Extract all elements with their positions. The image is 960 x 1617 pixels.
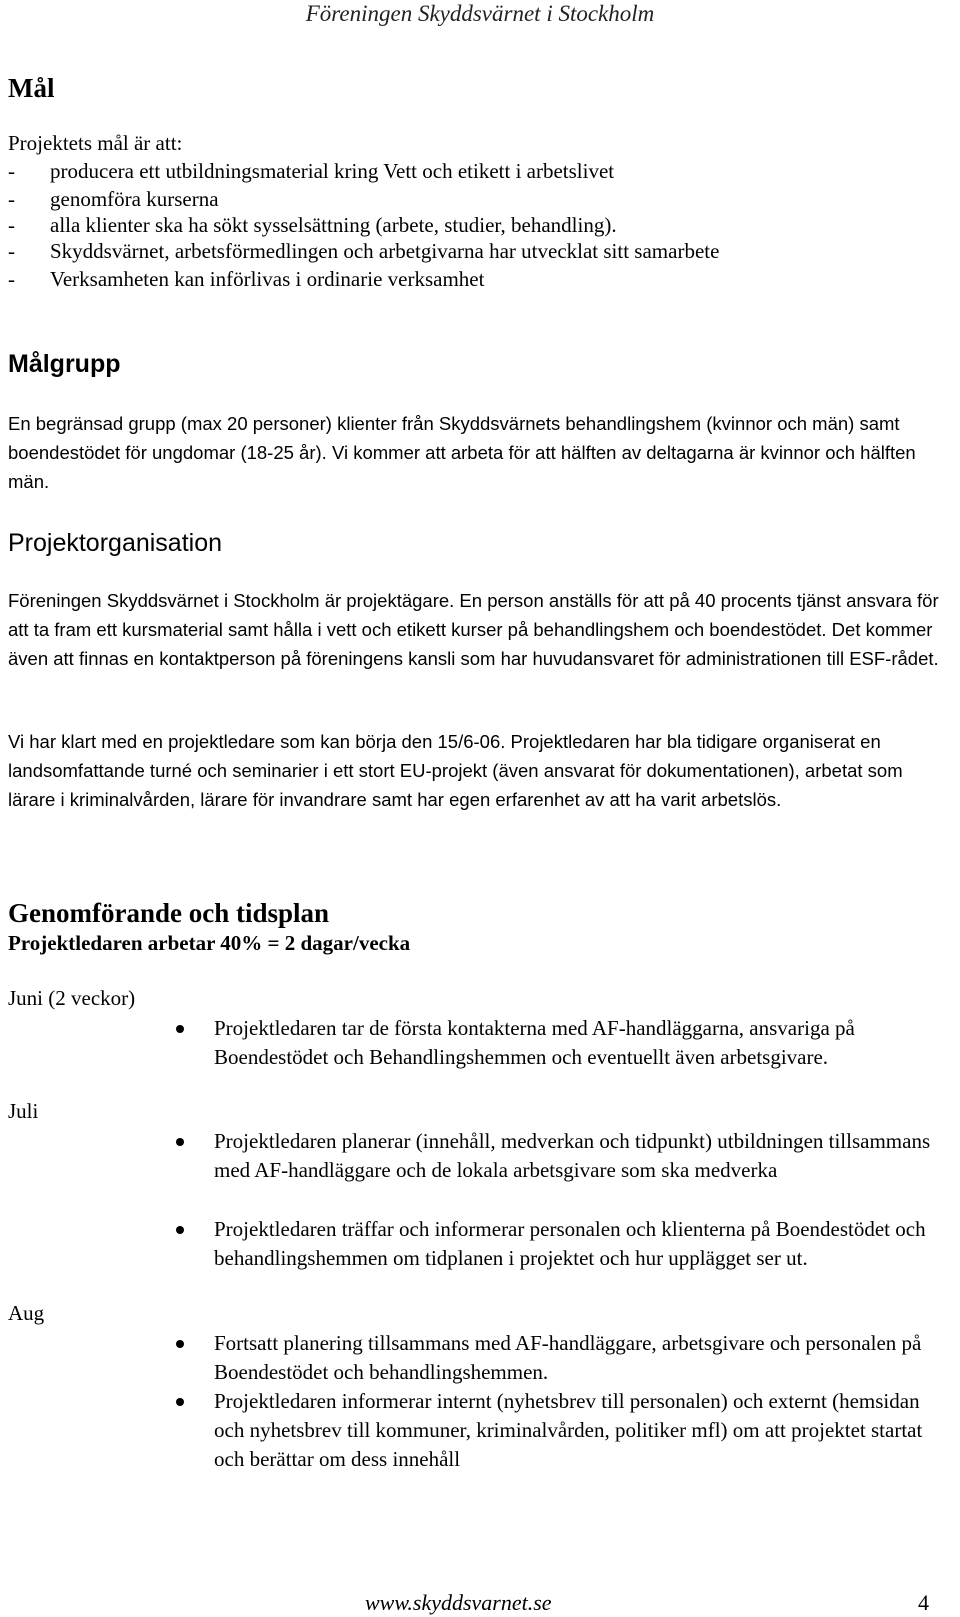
page-number: 4 [918,1590,929,1615]
footer-website-link[interactable]: www.skyddsvarnet.se [365,1590,552,1615]
plan-bullet: Projektledaren informerar internt (nyhetsbrev till personalen) och externt (hemsidan och nyhetsbrev till kommuner, kriminalvården, politiker mfl) om att projektet startat och berättar om dess innehåll [214,1389,923,1471]
plan-bullet: Projektledaren tar de första kontakterna med AF-handläggarna, ansvariga på Boendestödet och Behandlingshemmen och eventuellt även arbetsgivare. [214,1016,855,1069]
goal-item: - producera ett utbildningsmaterial kring Vett och etikett i arbetslivet [8,159,615,183]
bullet-dot-icon [176,1340,184,1348]
section-heading-malgrupp: Målgrupp [8,350,121,378]
goal-item: - Verksamheten kan införlivas i ordinarie verksamhet [8,267,485,291]
section-heading-org: Projektorganisation [8,529,223,557]
plan-bullet: Fortsatt planering tillsammans med AF-handläggare, arbetsgivare och personalen på Boendestödet och behandlingshemmen. [214,1331,922,1384]
plan-subheading: Projektledaren arbetar 40% = 2 dagar/vecka [8,931,411,955]
section-heading-mal: Mål [8,73,55,103]
section-heading-plan: Genomförande och tidsplan [8,898,330,928]
bullet-dot-icon [176,1025,184,1033]
plan-bullet: Projektledaren träffar och informerar personalen och klienterna på Boendestödet och behandlingshemmen om tidplanen i projektet och hur upplägget ser ut. [214,1217,926,1270]
page-header: Föreningen Skyddsvärnet i Stockholm [305,1,655,26]
bullet-dot-icon [176,1398,184,1406]
goal-intro: Projektets mål är att: [8,131,183,155]
goal-item: - alla klienter ska ha sökt sysselsättning (arbete, studier, behandling). [8,213,617,237]
bullet-dot-icon [176,1226,184,1234]
org-paragraph-1: Föreningen Skyddsvärnet i Stockholm är projektägare. En person anställs för att på 40 procents tjänst ansvara för att ta fram ett kursmaterial samt hålla i vett och etikett kurser på behandlingshem och boendestödet. Det kommer även att finnas en kontaktperson på föreningens kansli som har huvudansvaret för administrationen till ESF-rådet. [8,590,939,669]
month-label-aug: Aug [8,1301,45,1325]
month-label-juni: Juni (2 veckor) [8,986,136,1010]
bullet-dot-icon [176,1138,184,1146]
plan-bullet: Projektledaren planerar (innehåll, medverkan och tidpunkt) utbildningen tillsammans med AF-handläggare och de lokala arbetsgivare som ska medverka [214,1129,931,1182]
goal-item: - Skyddsvärnet, arbetsförmedlingen och arbetgivarna har utvecklat sitt samarbete [8,239,720,263]
org-paragraph-2: Vi har klart med en projektledare som kan börja den 15/6-06. Projektledaren har bla tidigare organiserat en landsomfattande turné och seminarier i ett stort EU-projekt (även ansvarat för dokumentationen), arbetat som lärare i kriminalvården, lärare för invandrare samt har egen erfarenhet av att ha varit arbetslös. [8,731,903,810]
malgrupp-text: En begränsad grupp (max 20 personer) klienter från Skyddsvärnets behandlingshem (kvinnor och män) samt boendestödet för ungdomar (18-25 år). Vi kommer att arbeta för att hälften av deltagarna är kvinnor och hälften män. [8,413,916,492]
goal-item: - genomföra kurserna [8,187,219,211]
month-label-juli: Juli [8,1099,39,1123]
